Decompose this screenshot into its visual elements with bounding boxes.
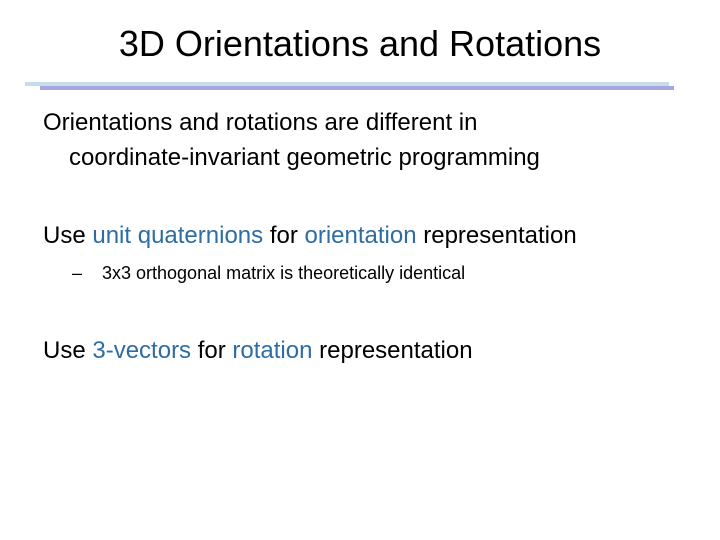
- sub-bullet-orthogonal-matrix: [72, 260, 465, 286]
- bullet-3-vectors: [43, 333, 473, 368]
- bullet-unit-quaternions: [43, 218, 577, 253]
- highlight-unit-quaternions: unit quaternions: [92, 222, 264, 249]
- highlight-3-vectors: 3-vectors: [92, 337, 192, 364]
- bullet-text-post: representation: [312, 337, 473, 364]
- bullet-line-2: coordinate-invariant geometric programming: [69, 144, 540, 171]
- title-divider: [25, 82, 674, 89]
- bullet-text-post: representation: [416, 222, 577, 249]
- sub-bullet-dash: –: [72, 263, 83, 283]
- bullet-line-1: Orientations and rotations are different in: [43, 109, 478, 136]
- title-divider-bottom: [40, 86, 674, 90]
- bullet-text-mid: for: [191, 337, 233, 364]
- slide-title: 3D Orientations and Rotations: [118, 23, 602, 64]
- sub-bullet-text: 3x3 orthogonal matrix is theoretically identical: [102, 263, 466, 283]
- highlight-orientation: orientation: [304, 222, 417, 249]
- bullet-text-pre: Use: [43, 222, 93, 249]
- bullet-orientations-rotations-different: [43, 105, 540, 175]
- highlight-rotation: rotation: [232, 337, 313, 364]
- bullet-text-pre: Use: [43, 337, 93, 364]
- bullet-text-mid: for: [263, 222, 305, 249]
